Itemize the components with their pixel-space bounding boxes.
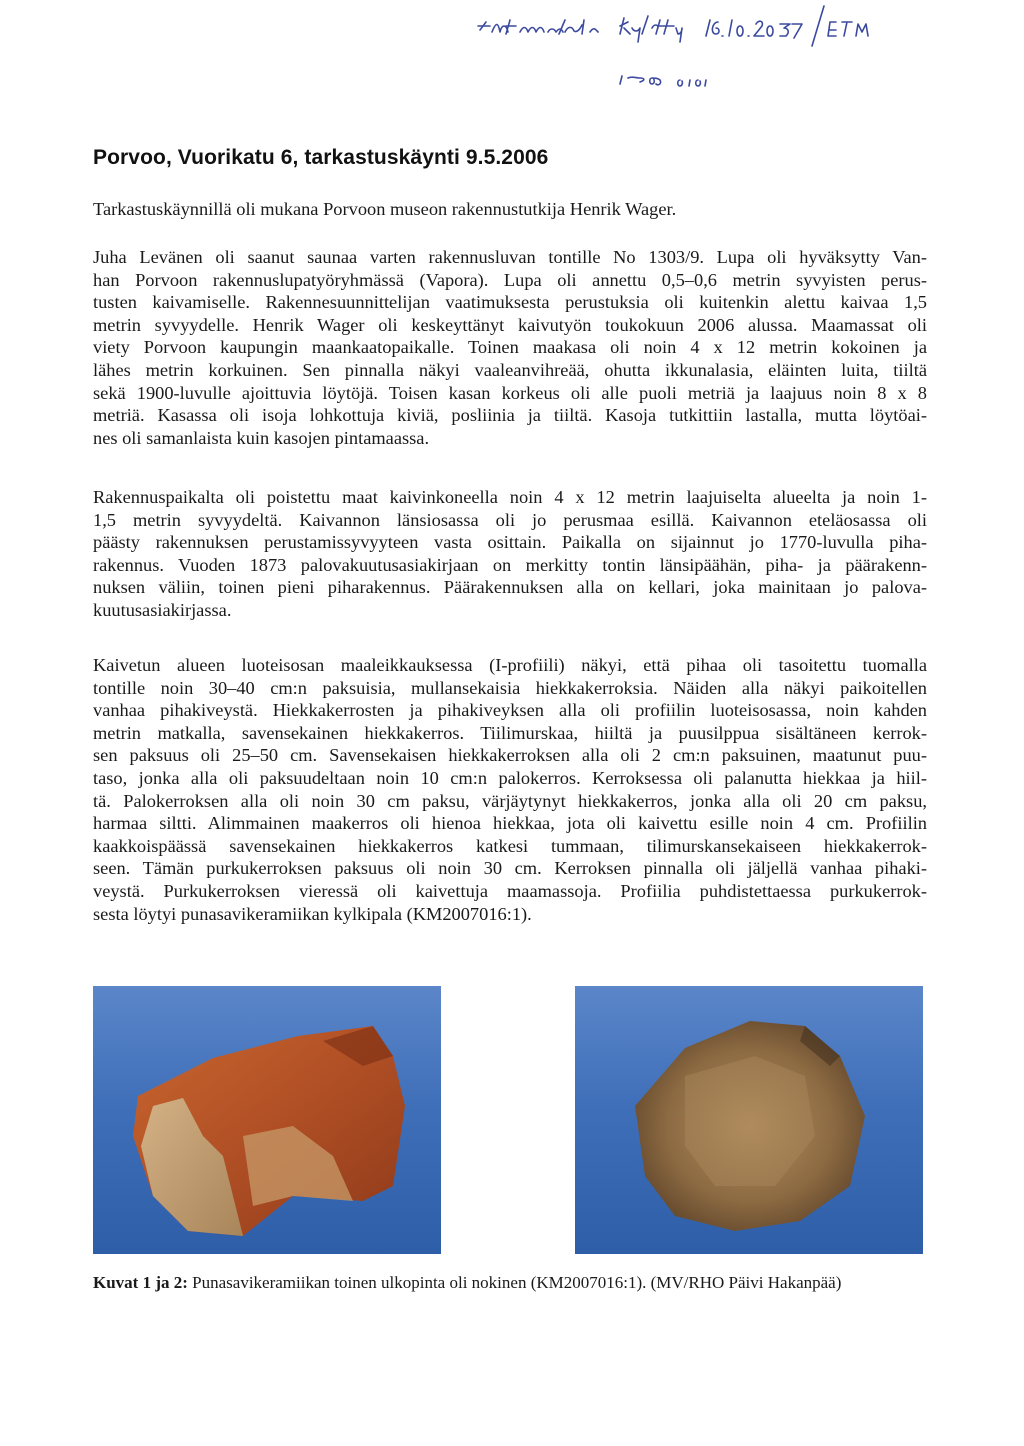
- text-line: veystä. Purkukerroksen vieressä oli kaivettuja maamassoja. Profiilia puhdistettaessa purkukerrok-: [93, 880, 927, 901]
- sherd-red-surface-image: [93, 986, 441, 1254]
- text-line: Tarkastuskäynnillä oli mukana Porvoon museon rakennustutkija Henrik Wager.: [93, 199, 677, 219]
- figure-caption: [93, 1273, 927, 1293]
- paragraph-intro: [93, 198, 927, 221]
- text-line: harmaa siltti. Alimmainen maakerros oli hienoa hiekkaa, jota oli kaivettu esille noin 4 cm. Profiilin: [93, 813, 927, 834]
- sherd-photo-2: [575, 986, 923, 1254]
- text-line: sen paksuus oli 25–50 cm. Savensekaisen hiekkakerroksen alla oli 2 cm:n paksuinen, maatunut puu-: [93, 745, 927, 766]
- text-line: han Porvoon rakennuslupatyöryhmässä (Vapora). Lupa oli annettu 0,5–0,6 metrin syvyisten perus-: [93, 269, 927, 290]
- text-line: Juha Levänen oli saanut saunaa varten rakennusluvan tontille No 1303/9. Lupa oli hyväksytty Van-: [93, 247, 927, 267]
- paragraph-profile: [93, 654, 927, 925]
- paragraph-site: [93, 486, 927, 622]
- text-line: rakennus. Vuoden 1873 palovakuutusasiakirjaan on merkitty tontin länsipäähän, piha- ja päärakenn-: [93, 554, 927, 575]
- text-line: tä. Palokerroksen alla oli noin 30 cm paksu, värjäytynyt hiekkakerros, jonka alla oli 20 cm paksu,: [93, 790, 927, 811]
- caption-label: Kuvat 1 ja 2:: [93, 1273, 188, 1292]
- text-line: sesta löytyi punasavikeramiikan kylkipala (KM2007016:1).: [93, 903, 532, 924]
- paragraph-permit: [93, 246, 927, 449]
- text-line: nes oli samanlaista kuin kasojen pintamaassa.: [93, 427, 430, 448]
- sherd-sooted-surface-image: [575, 986, 923, 1254]
- text-line: vanhaa pihakiveystä. Hiekkakerrosten ja pihakiveyksen alla oli profiilin luoteisosassa, noin kahden: [93, 700, 927, 721]
- handwritten-note: [0, 0, 1024, 110]
- text-line: Kaivetun alueen luoteisosan maaleikkauksessa (I-profiili) näkyi, että pihaa oli tasoitettu tuomalla: [93, 655, 927, 675]
- text-line: kaakkoispäässä savensekainen hiekkakerros katkesi tummaan, tilimurskansekaiseen hiekkakerrok-: [93, 835, 927, 856]
- text-line: tontille noin 30–40 cm:n paksuisia, mullansekaisia hiekkakerroksia. Näiden alla näkyi paikoitellen: [93, 677, 927, 698]
- text-line: metriä. Kasassa oli isoja lohkottuja kiviä, posliinia ja tiiltä. Kasoja tutkittiin lastalla, mutta löytöai-: [93, 405, 927, 426]
- text-line: metrin syvyydelle. Henrik Wager oli keskeyttänyt kaivutyön toukokuun 2006 alussa. Maamassat oli: [93, 314, 927, 335]
- text-line: tusten kaivamiselle. Rakennesuunnittelijan vaatimuksesta perustuksia oli kuitenkin alettu kaivaa 1,5: [93, 292, 927, 313]
- text-line: lähes metrin korkuinen. Sen pinnalla näkyi vaaleanvihreää, ohutta ikkunalasia, eläinten luita, tiiltä: [93, 359, 927, 380]
- sherd-photo-1: [93, 986, 441, 1254]
- text-line: taso, jonka alla oli paksuudeltaan noin 10 cm:n palokerros. Kerroksessa oli palanutta hiekkaa ja hiil-: [93, 767, 927, 788]
- text-line: Rakennuspaikalta oli poistettu maat kaivinkoneella noin 4 x 12 metrin laajuiselta alueelta ja noin 1-: [93, 487, 927, 507]
- text-line: kuutusasiakirjassa.: [93, 599, 232, 620]
- caption-text: Punasavikeramiikan toinen ulkopinta oli nokinen (KM2007016:1). (MV/RHO Päivi Hakanpää): [187, 1273, 842, 1292]
- text-line: seen. Tämän purkukerroksen paksuus oli noin 30 cm. Kerroksen pinnalla oli jäljellä vanhaa pihaki-: [93, 858, 927, 879]
- document-title: Porvoo, Vuorikatu 6, tarkastuskäynti 9.5.2006: [93, 146, 549, 169]
- text-line: 1,5 metrin syvyydeltä. Kaivannon länsiosassa oli jo perusmaa esillä. Kaivannon eteläosassa oli: [93, 509, 927, 530]
- text-line: sekä 1900-luvulle ajoittuvia löytöjä. Toisen kasan korkeus oli alle puoli metriä ja laajuus noin 8 x 8: [93, 382, 927, 403]
- text-line: metrin matkalla, savensekainen hiekkakerros. Tiilimurskaa, hiiltä ja puusilppua sisältäneen kerrok-: [93, 722, 927, 743]
- text-line: päästy rakennuksen perustamissyvyyteen vasta osittain. Paikalla on sijainnut jo 1770-luvulla piha-: [93, 532, 927, 553]
- text-line: nuksen väliin, toinen pieni piharakennus. Päärakennuksen alla on kellari, joka mainitaan jo palova-: [93, 577, 927, 598]
- text-line: viety Porvoon kaupungin maankaatopaikalle. Toinen maakasa oli noin 4 x 12 metrin kokoinen ja: [93, 337, 927, 358]
